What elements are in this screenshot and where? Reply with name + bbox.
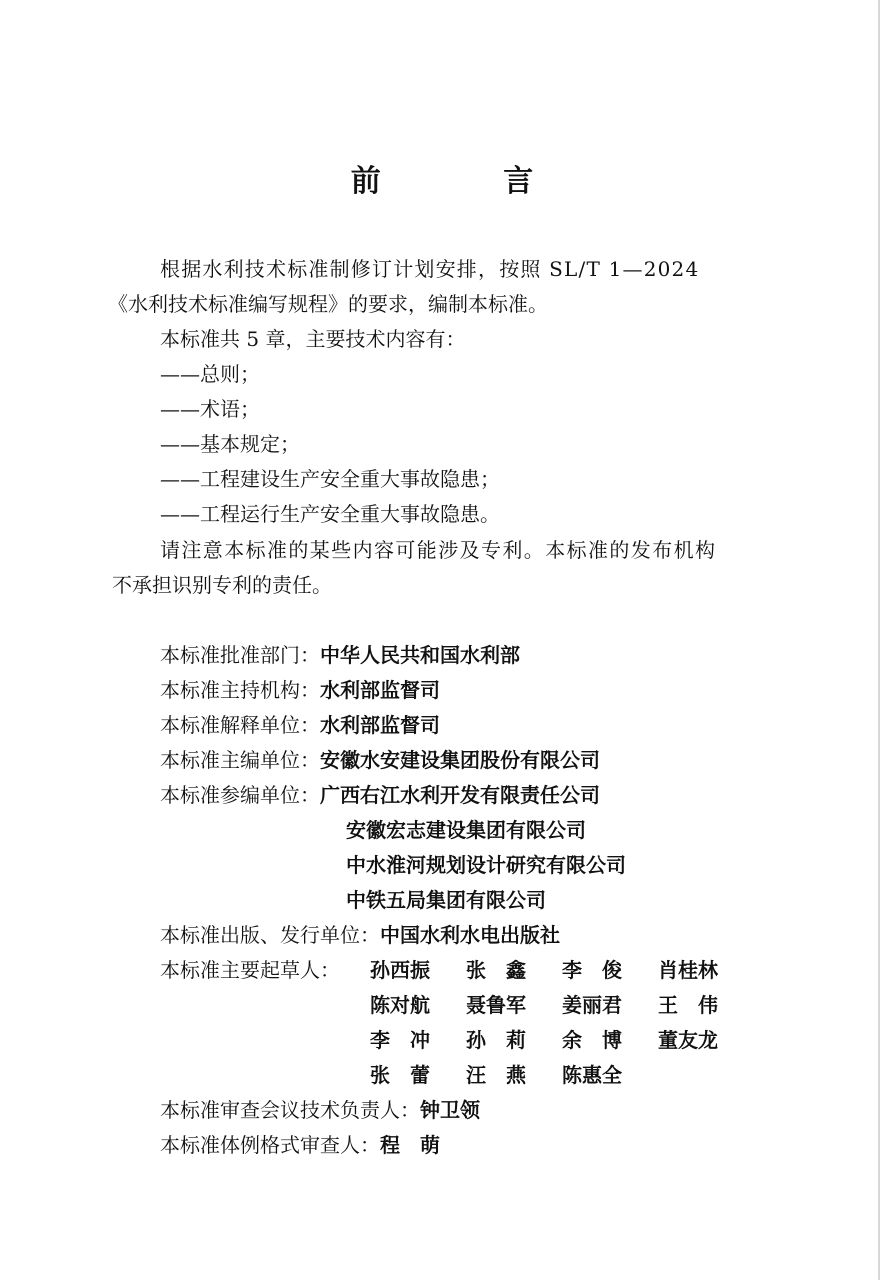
review-label: 本标准审查会议技术负责人：: [160, 1098, 420, 1122]
content-item: ——工程运行生产安全重大事故隐患。: [160, 502, 500, 526]
participant-unit: 中水淮河规划设计研究有限公司: [346, 853, 626, 877]
chief-editor-value: 安徽水安建设集团股份有限公司: [320, 748, 600, 772]
chief-editor-label: 本标准主编单位：: [160, 748, 320, 772]
drafter-name: 聂鲁军: [466, 993, 526, 1017]
drafter-name: 董友龙: [658, 1028, 718, 1052]
drafters-row: [370, 1061, 658, 1089]
publisher-label: 本标准出版、发行单位：: [160, 923, 380, 947]
drafter-name: 肖桂林: [658, 958, 718, 982]
patent-line-2: 不承担识别专利的责任。: [112, 573, 332, 597]
publisher-row: [160, 921, 560, 949]
intro-line-2: 《水利技术标准编写规程》的要求，编制本标准。: [108, 292, 548, 316]
drafter-name: 汪 燕: [466, 1063, 526, 1087]
participants-label: 本标准参编单位：: [160, 783, 320, 807]
drafter-name: 孙西振: [370, 958, 430, 982]
drafter-name: 陈对航: [370, 993, 430, 1017]
content-item: ——总则；: [160, 362, 260, 386]
approval-row: [160, 641, 520, 669]
publisher-value: 中国水利水电出版社: [380, 923, 560, 947]
format-review-row: [160, 1131, 440, 1159]
review-row: [160, 1096, 480, 1124]
drafter-name: 张 蕾: [370, 1063, 430, 1087]
patent-line-1: 请注意本标准的某些内容可能涉及专利。本标准的发布机构: [160, 538, 717, 562]
review-value: 钟卫领: [420, 1098, 480, 1122]
content-item: ——术语；: [160, 397, 260, 421]
participants-row: [160, 781, 600, 809]
participant-unit: 中铁五局集团有限公司: [346, 888, 546, 912]
drafters-label: 本标准主要起草人：: [160, 958, 340, 982]
drafter-name: 姜丽君: [562, 993, 622, 1017]
drafter-name: 余 博: [562, 1028, 622, 1052]
host-value: 水利部监督司: [320, 678, 440, 702]
interpret-value: 水利部监督司: [320, 713, 440, 737]
host-label: 本标准主持机构：: [160, 678, 320, 702]
drafter-name: 陈惠全: [562, 1063, 622, 1087]
page-title: 前 言: [350, 164, 590, 199]
chief-editor-row: [160, 746, 600, 774]
drafter-name: 张 鑫: [466, 958, 526, 982]
drafters-row: [370, 991, 754, 1019]
approval-label: 本标准批准部门：: [160, 643, 320, 667]
drafters-row: [370, 956, 754, 984]
participant-unit: 广西右江水利开发有限责任公司: [320, 783, 600, 807]
interpret-row: [160, 711, 440, 739]
host-row: [160, 676, 440, 704]
drafter-name: 李 冲: [370, 1028, 430, 1052]
participant-unit: 安徽宏志建设集团有限公司: [346, 818, 586, 842]
drafter-name: 孙 莉: [466, 1028, 526, 1052]
drafter-name: 李 俊: [562, 958, 622, 982]
interpret-label: 本标准解释单位：: [160, 713, 320, 737]
approval-value: 中华人民共和国水利部: [320, 643, 520, 667]
format-review-label: 本标准体例格式审查人：: [160, 1133, 380, 1157]
content-item: ——工程建设生产安全重大事故隐患；: [160, 467, 500, 491]
format-review-value: 程 萌: [380, 1133, 440, 1157]
intro-line-1: 根据水利技术标准制修订计划安排，按照 SL/T 1—2024: [160, 257, 700, 281]
chapters-line: 本标准共 5 章，主要技术内容有：: [160, 327, 466, 351]
content-item: ——基本规定；: [160, 432, 300, 456]
drafters-row: [370, 1026, 754, 1054]
drafter-name: 王 伟: [658, 993, 718, 1017]
